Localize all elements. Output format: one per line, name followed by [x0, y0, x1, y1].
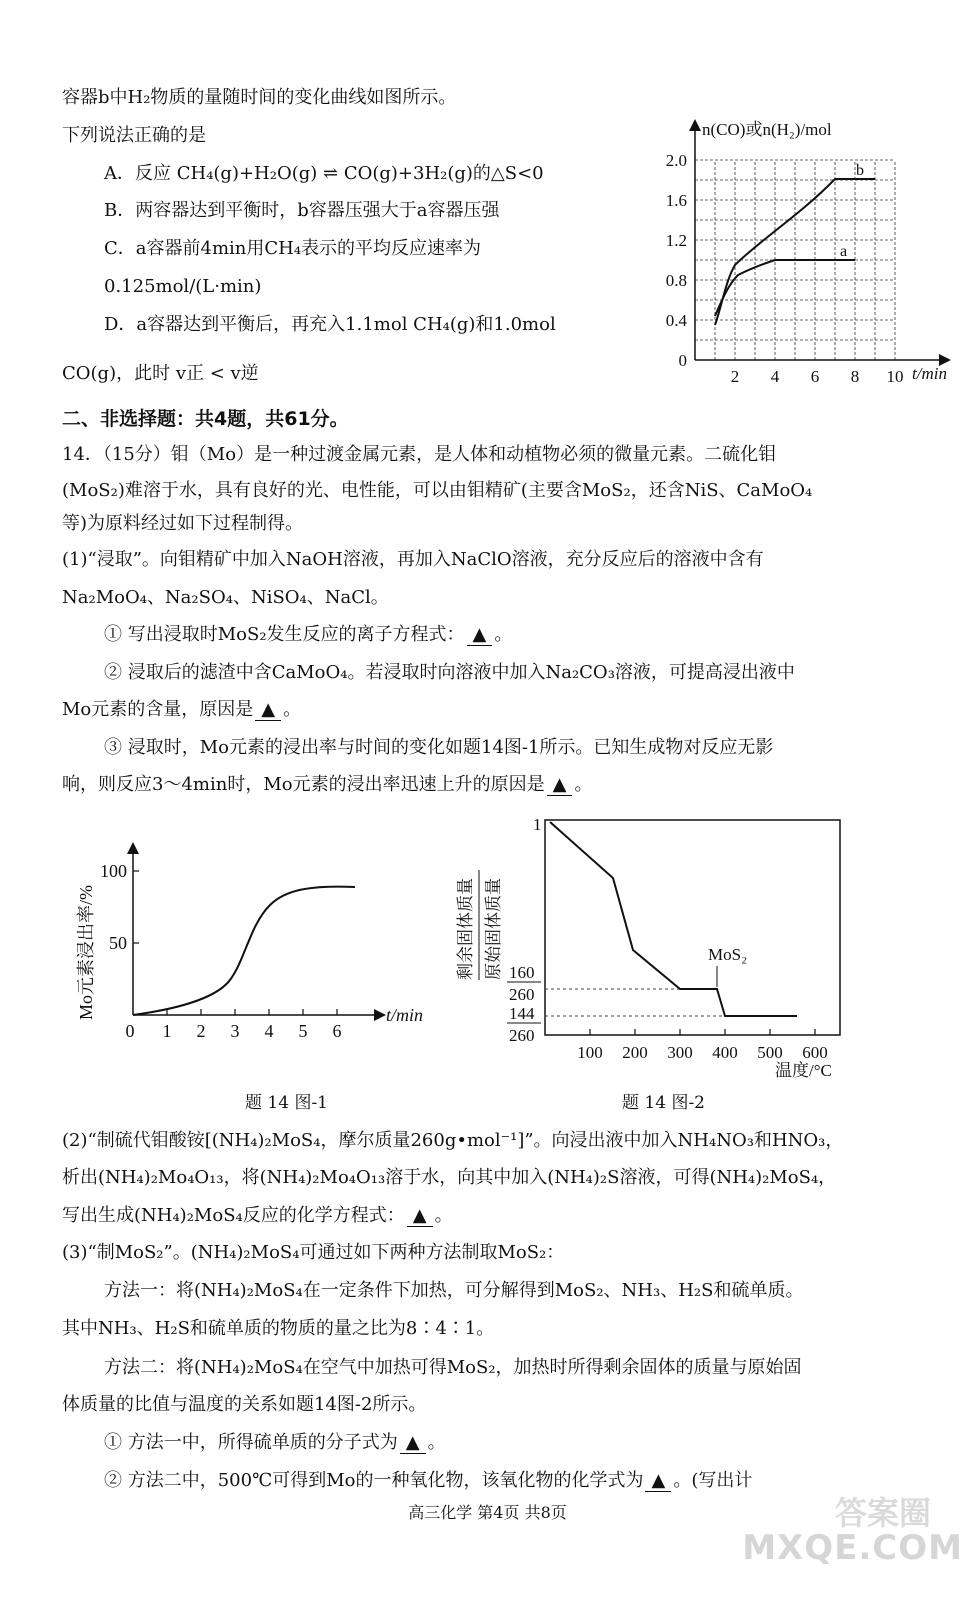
- frac2-num: 144: [509, 1004, 535, 1023]
- ylabel-numerator: 剩余固体质量: [456, 878, 475, 980]
- chart-top-xtick: 8: [850, 367, 860, 386]
- chart-right-ytick-top: 1: [533, 815, 542, 834]
- chart-left-ytick: 100: [100, 861, 127, 881]
- q14-part2-c: 写出生成(NH₄)₂MoS₄反应的化学方程式： ▲ 。: [62, 1205, 453, 1226]
- q14-part1-f: ③ 浸取时，Mo元素的浸出率与时间的变化如题14图-1所示。已知生成物对反应无影: [104, 737, 774, 758]
- ylabel-denominator: 原始固体质量: [484, 878, 503, 980]
- chart-top-ytick: 0: [678, 351, 687, 370]
- chart-top-xtick: 2: [730, 367, 740, 386]
- chart-left-xtick: 1: [162, 1021, 172, 1041]
- q14-part1-e: Mo元素的含量，原因是 ▲ 。: [62, 699, 302, 720]
- chart-left-xtick: 6: [332, 1021, 342, 1041]
- q14-part1-d: ② 浸取后的滤渣中含CaMoO₄。若浸取时向溶液中加入Na₂CO₃溶液，可提高浸出液中: [104, 662, 795, 683]
- curve-a: [715, 260, 855, 316]
- chart-right-frame: [545, 820, 840, 1035]
- q14-part3-e: 体质量的比值与温度的关系如题14图-2所示。: [62, 1394, 427, 1415]
- chart-left-xtick: 4: [264, 1021, 274, 1041]
- chart-right-xtick: 100: [577, 1043, 603, 1062]
- chart-top-xtick: 4: [770, 367, 780, 386]
- q14-part1-g: 响，则反应3～4min时，Mo元素的浸出率迅速上升的原因是 ▲ 。: [62, 774, 593, 795]
- option-c-value: 0.125mol/(L·min): [104, 276, 262, 297]
- chart-mass-ratio: [445, 810, 865, 1090]
- frac1-den: 260: [509, 985, 535, 1004]
- q14-part3-g: ② 方法二中，500℃可得到Mo的一种氧化物，该氧化物的化学式为 ▲ 。(写出计: [104, 1470, 753, 1491]
- chart-left-xtick: 2: [196, 1021, 206, 1041]
- option-d-cont: CO(g)，此时 v正 < v逆: [62, 363, 259, 384]
- chart-left-ytick: 50: [109, 933, 127, 953]
- chart-top-ytick: 1.6: [665, 191, 687, 210]
- q14-line-1: 14．（15分）钼（Mo）是一种过渡金属元素，是人体和动植物必须的微量元素。二硫化钼: [62, 444, 777, 465]
- chart-n-vs-time: [650, 115, 960, 390]
- chart-right-xlabel: 温度/°C: [775, 1061, 832, 1080]
- q14-part1-a: (1)“浸取”。向钼精矿中加入NaOH溶液，再加入NaClO溶液，充分反应后的溶液中含有: [62, 549, 764, 570]
- option-d: D．a容器达到平衡后，再充入1.1mol CH₄(g)和1.0mol: [104, 314, 556, 335]
- mass-ratio-curve: [550, 822, 797, 1016]
- chart-leaching-rate: [70, 840, 450, 1045]
- q14-part3-a: (3)“制MoS₂”。(NH₄)₂MoS₄可通过如下两种方法制取MoS₂：: [62, 1242, 565, 1263]
- option-c: C．a容器前4min用CH₄表示的平均反应速率为: [104, 238, 482, 259]
- chart-top-xtick: 6: [810, 367, 820, 386]
- watermark-url: MXQE.COM: [742, 1528, 963, 1568]
- answer-blank[interactable]: ▲: [467, 625, 493, 646]
- caption-fig-1: 题 14 图-1: [245, 1093, 328, 1113]
- chart-left-xtick: 5: [298, 1021, 308, 1041]
- frac1-num: 160: [509, 963, 535, 982]
- section-heading: 二、非选择题：共4题，共61分。: [62, 408, 349, 430]
- mos2-annotation: MoS₂: [708, 945, 747, 964]
- chart-right-xtick: 400: [712, 1043, 738, 1062]
- chart-top-ytick: 2.0: [665, 151, 687, 170]
- chart-top-ytick: 1.2: [665, 231, 687, 250]
- chart-top-ytick: 0.4: [665, 311, 687, 330]
- frac2-den: 260: [509, 1026, 535, 1045]
- leaching-curve: [133, 887, 355, 1015]
- chart-left-ylabel: Mo元素浸出率/%: [76, 885, 96, 1020]
- chart-right-xtick: 300: [667, 1043, 693, 1062]
- curve-a-label: a: [840, 243, 848, 260]
- chart-right-xtick: 500: [757, 1043, 783, 1062]
- chart-top-xlabel: t/min: [912, 364, 947, 383]
- answer-blank[interactable]: ▲: [407, 1206, 433, 1227]
- chart-top-ytick: 0.8: [665, 271, 687, 290]
- option-b: B．两容器达到平衡时，b容器压强大于a容器压强: [104, 200, 500, 221]
- q14-line-2: (MoS₂)难溶于水，具有良好的光、电性能，可以由钼精矿(主要含MoS₂，还含NiS、CaMoO₄: [62, 480, 813, 501]
- q14-part2-b: 析出(NH₄)₂Mo₄O₁₃，将(NH₄)₂Mo₄O₁₃溶于水，向其中加入(NH₄)₂S溶液，可得(NH₄)₂MoS₄，: [62, 1167, 837, 1188]
- chart-left-xtick: 3: [230, 1021, 240, 1041]
- chart-top-ylabel: n(CO)或n(H₂)/mol: [702, 120, 832, 139]
- answer-blank[interactable]: ▲: [547, 775, 573, 796]
- q14-part1-b: Na₂MoO₄、Na₂SO₄、NiSO₄、NaCl。: [62, 587, 389, 608]
- answer-blank[interactable]: ▲: [255, 700, 281, 721]
- chart-left-xtick: 0: [125, 1021, 135, 1041]
- chart-left-xlabel: t/min: [386, 1005, 424, 1025]
- q14-line-3: 等)为原料经过如下过程制得。: [62, 513, 304, 534]
- page-footer: 高三化学 第4页 共8页: [408, 1503, 567, 1522]
- chart-top-xtick: 10: [886, 367, 904, 386]
- q14-part3-c: 其中NH₃、H₂S和硫单质的物质的量之比为8∶4∶1。: [62, 1318, 495, 1339]
- q13-question: 下列说法正确的是: [62, 125, 206, 146]
- q14-part2-a: (2)“制硫代钼酸铵[(NH₄)₂MoS₄，摩尔质量260g•mol⁻¹]”。向浸出液中加入NH₄NO₃和HNO₃，: [62, 1130, 844, 1151]
- q14-part3-f: ① 方法一中，所得硫单质的分子式为 ▲ 。: [104, 1432, 446, 1453]
- q14-part3-d: 方法二：将(NH₄)₂MoS₄在空气中加热可得MoS₂，加热时所得剩余固体的质量与原始固: [104, 1357, 802, 1378]
- curve-b-label: b: [856, 162, 864, 179]
- answer-blank[interactable]: ▲: [645, 1471, 671, 1492]
- answer-blank[interactable]: ▲: [400, 1433, 426, 1454]
- chart-right-xtick: 200: [622, 1043, 648, 1062]
- q14-part1-c: ① 写出浸取时MoS₂发生反应的离子方程式： ▲ 。: [104, 624, 513, 645]
- q14-part3-b: 方法一：将(NH₄)₂MoS₄在一定条件下加热，可分解得到MoS₂、NH₃、H₂S和硫单质。: [104, 1280, 804, 1301]
- caption-fig-2: 题 14 图-2: [622, 1093, 705, 1113]
- q13-line-1: 容器b中H₂物质的量随时间的变化曲线如图所示。: [62, 87, 457, 108]
- option-a: A．反应 CH₄(g)+H₂O(g) ⇌ CO(g)+3H₂(g)的△S<0: [104, 163, 544, 184]
- watermark-logo: 答案圈: [834, 1494, 931, 1532]
- chart-right-xtick: 600: [802, 1043, 828, 1062]
